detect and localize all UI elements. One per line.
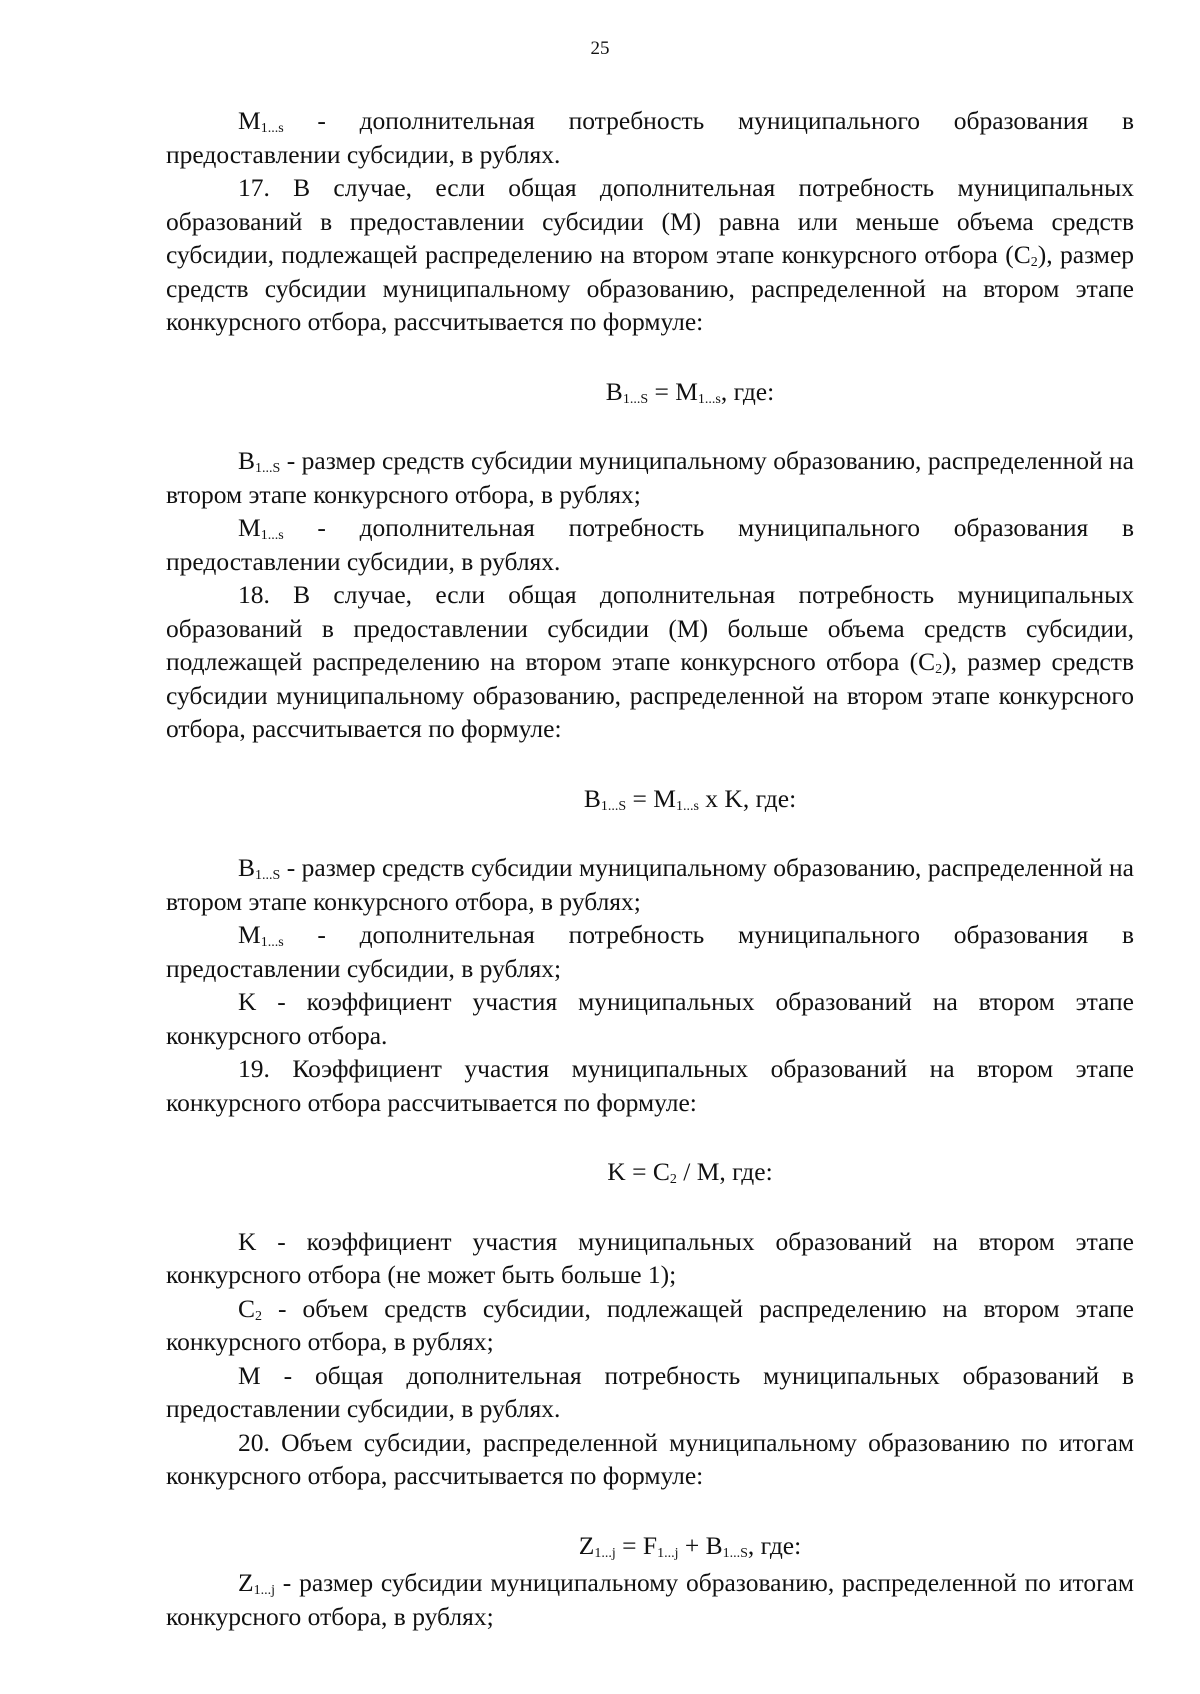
definition-b-1: $B_{1...S}$ - размер средств субсидии муниципальному образованию, распределенной на втором этапе конкурсного отбора, в рублях; — [166, 446, 1134, 509]
definition-m-total: М - общая дополнительная потребность муниципальных образований в предоставлении субсидии, в рублях. — [166, 1360, 1134, 1423]
definition-c2: $C_2$ - объем средств субсидии, подлежащей распределению на втором этапе конкурсного отбора, в рублях; — [166, 1293, 1134, 1356]
formula-k-equals-c-over-m: $K = C_2 / M$, где: — [607, 1157, 773, 1187]
paragraph-19: 19. Коэффициент участия муниципальных образований на втором этапе конкурсного отбора рассчитывается по формуле: — [166, 1054, 1134, 1117]
definition-m-1: $M_{1...s}$ - дополнительная потребность муниципального образования в предоставлении субсидии, в рублях. — [166, 106, 1134, 169]
document-body — [166, 104, 1134, 1633]
definition-m-2: $M_{1...s}$ - дополнительная потребность муниципального образования в предоставлении субсидии, в рублях. — [166, 513, 1134, 576]
definition-k-2: K - коэффициент участия муниципальных образований на втором этапе конкурсного отбора (не может быть больше 1); — [166, 1226, 1134, 1289]
formula-b-equals-m: $B_{1...S} = M_{1...s}$, где: — [605, 376, 775, 407]
paragraph-20: 20. Объем субсидии, распределенной муниципальному образованию по итогам конкурсного отбора, рассчитывается по формуле: — [166, 1427, 1134, 1490]
formula-b-equals-m-times-k: $B_{1...S} = M_{1...s}$ x K, где: — [583, 783, 797, 814]
formula-z-equals-f-plus-b: $Z_{1...j} = F_{1...j} + B_{1...S}$, где: — [578, 1530, 802, 1561]
paragraph-18: 18. В случае, если общая дополнительная потребность муниципальных образований в предоставлении субсидии (М) больше объема средств субсидии, подлежащей распределению на втором этапе конкурсного отбора $(С_2)$, размер средств субсидии муниципальному образованию, распределенной на втором этапе конкурсного отбора, рассчитывается по формуле: — [166, 580, 1134, 743]
definition-k-1: K - коэффициент участия муниципальных образований на втором этапе конкурсного отбора. — [166, 987, 1134, 1050]
definition-m-3: $M_{1...s}$ - дополнительная потребность муниципального образования в предоставлении субсидии, в рублях; — [166, 920, 1134, 983]
definition-b-2: $B_{1...S}$ - размер средств субсидии муниципальному образованию, распределенной на втором этапе конкурсного отбора, в рублях; — [166, 853, 1134, 916]
paragraph-17: 17. В случае, если общая дополнительная потребность муниципальных образований в предоставлении субсидии (М) равна или меньше объема средств субсидии, подлежащей распределению на втором этапе конкурсного отбора $(С_2)$, размер средств субсидии муниципальному образованию, распределенной на втором этапе конкурсного отбора, рассчитывается по формуле: — [166, 173, 1135, 336]
definition-z: $Z_{1...j}$ - размер субсидии муниципальному образованию, распределенной по итогам конкурсного отбора, в рублях; — [166, 1568, 1134, 1631]
page-number: 25 — [590, 38, 610, 59]
